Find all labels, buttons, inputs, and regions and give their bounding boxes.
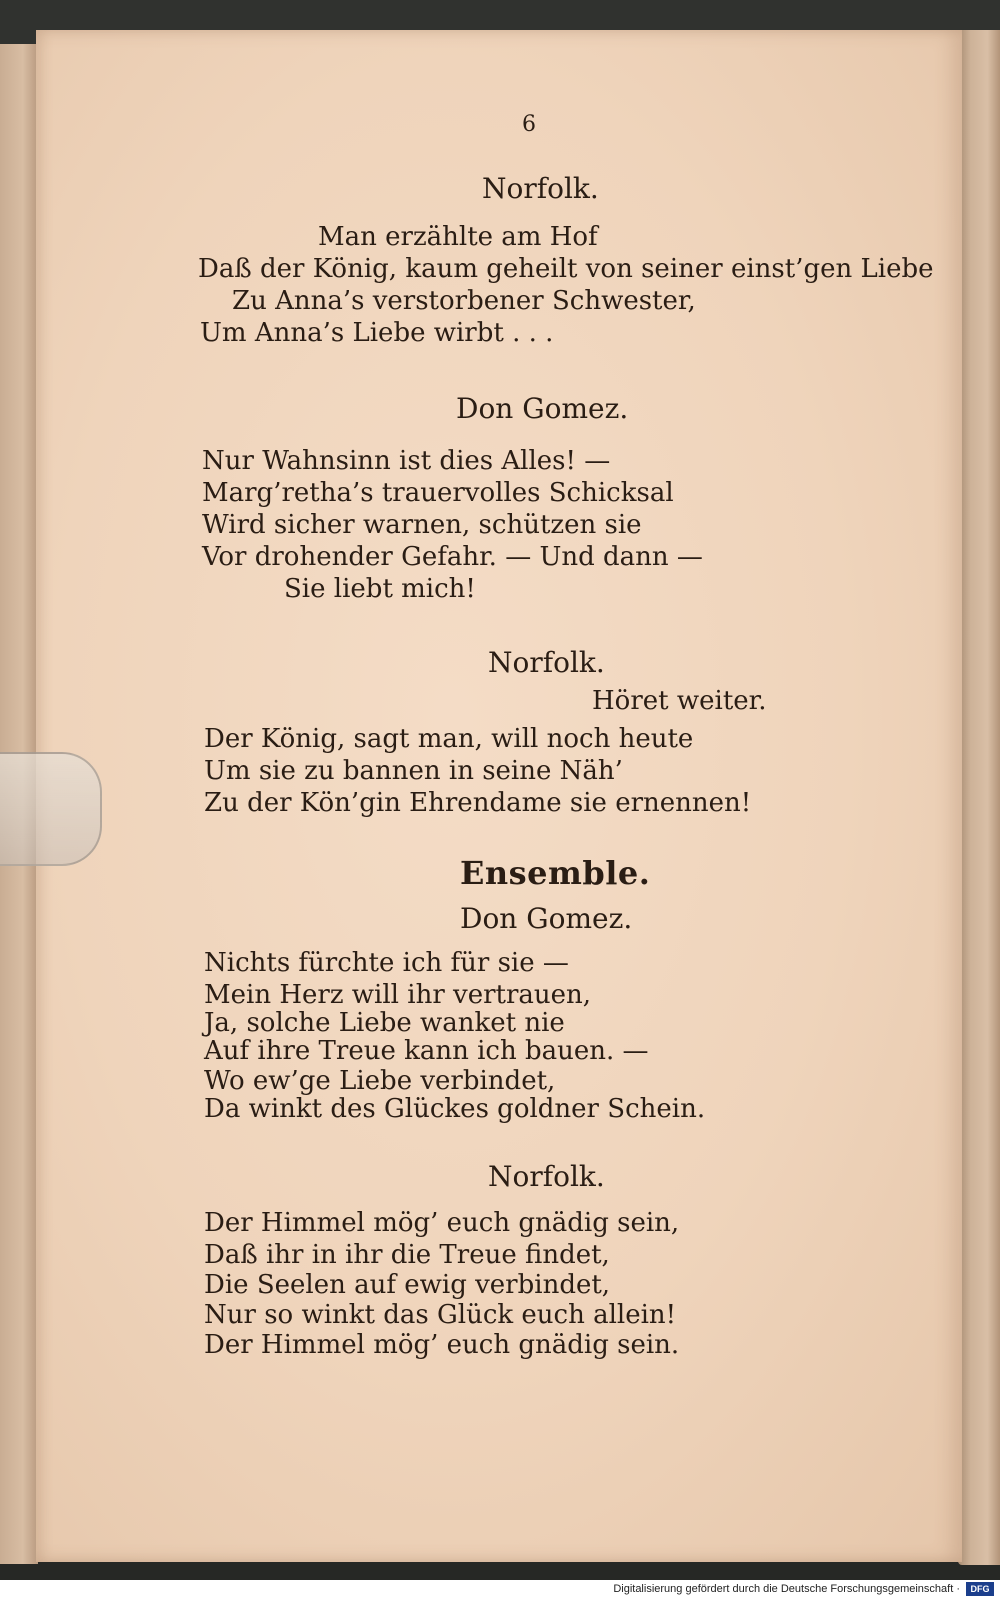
- ensemble-heading: Ensemble.: [460, 854, 651, 892]
- verse-line: Man erzählte am Hof: [318, 222, 598, 252]
- verse-line: Höret weiter.: [592, 686, 767, 716]
- verse-line: Nur so winkt das Glück euch allein!: [204, 1300, 677, 1330]
- verse-line: Mein Herz will ihr vertrauen,: [204, 980, 592, 1010]
- verse-line: Vor drohender Gefahr. — Und dann —: [202, 542, 703, 572]
- speaker-label: Don Gomez.: [456, 392, 629, 425]
- verse-line: Da winkt des Glückes goldner Schein.: [204, 1094, 706, 1124]
- page-number: 6: [522, 112, 536, 137]
- verse-line: Der König, sagt man, will noch heute: [204, 724, 694, 754]
- verse-line: Der Himmel mög’ euch gnädig sein.: [204, 1330, 680, 1360]
- verse-line: Daß der König, kaum geheilt von seiner einst’gen Liebe: [198, 254, 934, 284]
- verse-line: Ja, solche Liebe wanket nie: [204, 1008, 565, 1038]
- verse-line: Wo ew’ge Liebe verbindet,: [204, 1066, 556, 1096]
- book-edge: [958, 30, 1000, 1565]
- verse-line: Um sie zu bannen in seine Näh’: [204, 756, 623, 786]
- dfg-logo: DFG: [966, 1582, 994, 1596]
- verse-line: Der Himmel mög’ euch gnädig sein,: [204, 1208, 680, 1238]
- verse-line: Auf ihre Treue kann ich bauen. —: [204, 1036, 649, 1066]
- footer-credit: Digitalisierung gefördert durch die Deutsche Forschungsgemeinschaft ·: [613, 1583, 960, 1595]
- verse-line: Marg’retha’s trauervolles Schicksal: [202, 478, 674, 508]
- footer-bar: [0, 1580, 1000, 1601]
- verse-line: Wird sicher warnen, schützen sie: [202, 510, 642, 540]
- speaker-label: Don Gomez.: [460, 902, 633, 935]
- speaker-label: Norfolk.: [488, 646, 605, 679]
- verse-line: Nur Wahnsinn ist dies Alles! —: [202, 446, 611, 476]
- plastic-clip: [0, 752, 102, 866]
- verse-line: Nichts fürchte ich für sie —: [204, 948, 569, 978]
- verse-line: Daß ihr in ihr die Treue findet,: [204, 1240, 610, 1270]
- verse-line: Die Seelen auf ewig verbindet,: [204, 1270, 611, 1300]
- verse-line: Um Anna’s Liebe wirbt . . .: [200, 318, 554, 348]
- verse-line: Zu der Kön’gin Ehrendame sie ernennen!: [204, 788, 752, 818]
- speaker-label: Norfolk.: [482, 172, 599, 205]
- verse-line: Sie liebt mich!: [284, 574, 476, 604]
- speaker-label: Norfolk.: [488, 1160, 605, 1193]
- verse-line: Zu Anna’s verstorbener Schwester,: [232, 286, 696, 316]
